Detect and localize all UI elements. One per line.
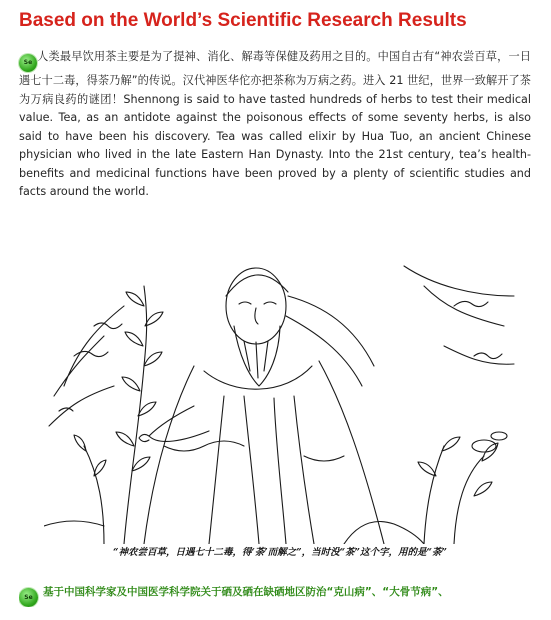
figure-caption: “神农尝百草，日遇七十二毒，得‘荼’而解之”，当时没“茶”这个字，用的是“荼” xyxy=(113,547,447,558)
intro-paragraph xyxy=(19,48,531,202)
selenium-badge-icon: Se xyxy=(19,588,38,607)
section-heading xyxy=(19,584,549,607)
shennong-herbs-icon xyxy=(44,246,516,544)
intro-text: 人类最早饮用茶主要是为了提神、消化、解毒等保健及药用之目的。中国自古有“神农尝百草，一日遇七十二毒，得荼乃解”的传说。汉代神医华佗亦把茶称为万病之药。进入 21 世纪，世界一致解开了茶为万病良药的谜团！Shennong is said to have tasted hundreds of herbs to test their medical value. Tea, as an antidote against the poisonous effects of some seventy herbs, is also said to have been his discovery. Tea was called elixir by Hua Tuo, an ancient Chinese physician who lived in the late Eastern Han Dynasty. Into the 21st century, tea’s health-benefits and medicinal functions have been proved by a plenty of scientific studies and facts around the world. xyxy=(19,50,531,198)
page-title: Based on the World’s Scientific Research Results xyxy=(19,10,467,31)
section-heading-text: 基于中国科学家及中国医学科学院关于硒及硒在缺硒地区防治“克山病”、“大骨节病”、 xyxy=(43,586,449,598)
shennong-illustration xyxy=(44,246,516,558)
selenium-badge-icon: Se xyxy=(19,54,37,72)
